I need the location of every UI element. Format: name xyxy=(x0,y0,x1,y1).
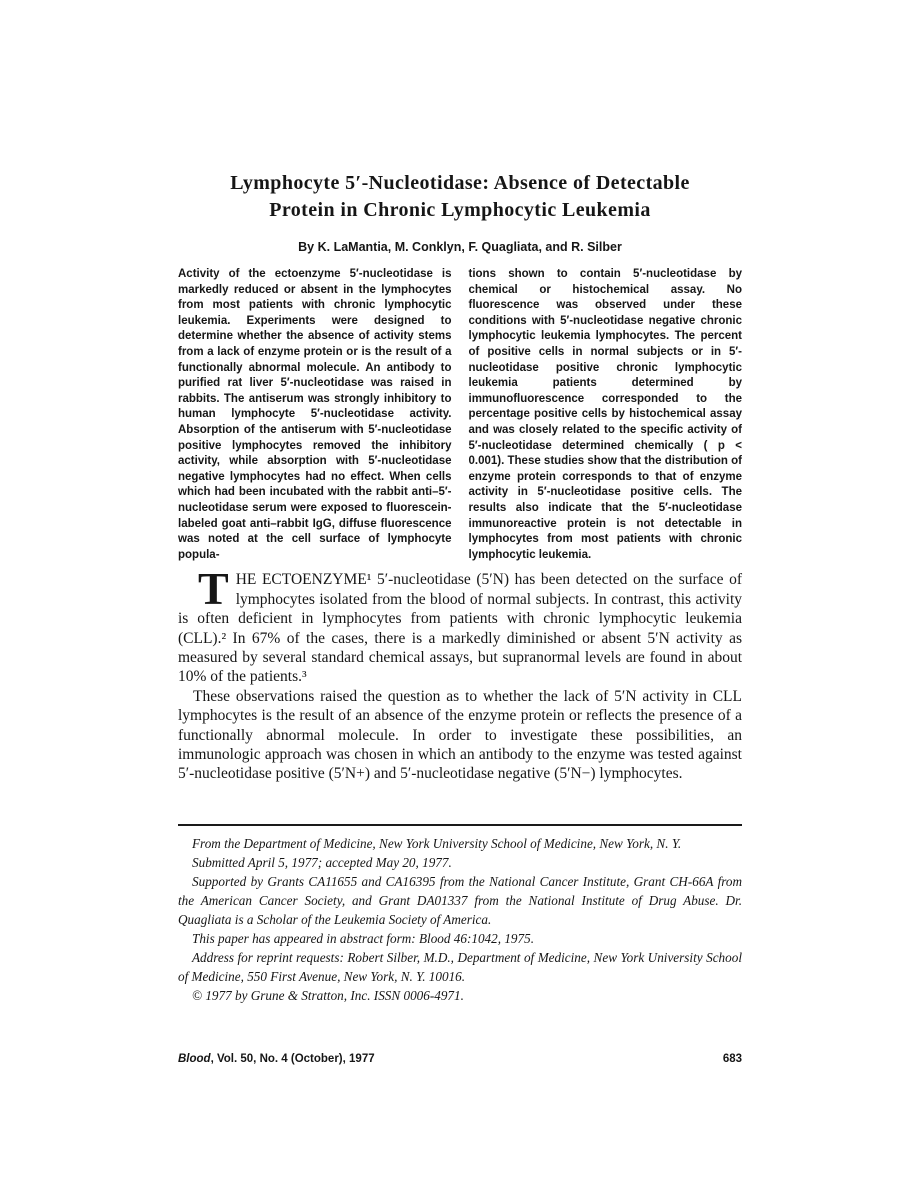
page-content xyxy=(178,0,742,1005)
article-title-line2: Protein in Chronic Lymphocytic Leukemia xyxy=(269,199,651,221)
drop-cap: T xyxy=(198,563,229,615)
body-paragraph-1 xyxy=(178,563,742,686)
abstract-section xyxy=(178,267,742,563)
body-paragraph-2: These observations raised the question as to whether the lack of 5′N activity in CLL lymphocytes is the result of an absence of the enzyme protein or reflects the presence of a functionally abnormal molecule. In order to investigate these possibilities, an immunologic approach was chosen in which an antibody to the enzyme was tested against 5′-nucleotidase positive (5′N+) and 5′-nucleotidase negative (5′N−) lymphocytes. xyxy=(178,687,742,783)
footnote-copyright: © 1977 by Grune & Stratton, Inc. ISSN 0006-4971. xyxy=(192,987,464,1003)
abstract-right-column: tions shown to contain 5′-nucleotidase by chemical or histochemical assay. No fluorescence was observed under these conditions with 5′-nucleotidase negative chronic lymphocytic leukemia lymphocytes. The percent of positive cells in normal subjects or in 5′-nucleotidase positive chronic lymphocytic leukemia patients determined by immunofluorescence corresponded to the percentage positive cells by histochemical assay and was closely related to the specific activity of 5′-nucleotidase determined chemically ( p < 0.001). These studies show that the distribution of enzyme protein corresponds to that of enzyme activity in 5′-nucleotidase positive cells. The results also indicate that the 5′-nucleotidase immunoreactive protein is not detectable in lymphocytes from most patients with chronic lymphocytic leukemia. xyxy=(468,268,742,561)
journal-name: Blood xyxy=(178,1053,211,1065)
footnote-grants: Supported by Grants CA11655 and CA16395 from the National Cancer Institute, Grant CH-66A from the American Cancer Society, and Grant DA01337 from the National Institute of Drug Abuse. Dr. Quagliata is a Scholar of the Leukemia Society of America. xyxy=(178,873,742,927)
footnote-divider-rule xyxy=(178,824,742,826)
footnote-affiliation: From the Department of Medicine, New York University School of Medicine, New York, N. Y. xyxy=(192,835,682,851)
author-byline: By K. LaMantia, M. Conklyn, F. Quagliata, and R. Silber xyxy=(298,240,622,254)
journal-volume-info: , Vol. 50, No. 4 (October), 1977 xyxy=(210,1053,375,1065)
body-paragraph-1-text: HE ECTOENZYME¹ 5′-nucleotidase (5′N) has been detected on the surface of lymphocytes isolated from the blood of normal subjects. In contrast, this activity is often deficient in lymphocytes from patients with chronic lymphocytic leukemia (CLL).² In 67% of the cases, there is a markedly diminished or absent 5′N activity as measured by several standard chemical assays, but supranormal levels are found in about 10% of the patients.³ xyxy=(178,571,742,686)
footnote-reprint-address: Address for reprint requests: Robert Silber, M.D., Department of Medicine, New York University School of Medicine, 550 First Avenue, New York, N. Y. 10016. xyxy=(178,949,742,984)
article-body xyxy=(178,563,742,783)
footnotes-section xyxy=(178,834,742,1005)
article-title xyxy=(178,170,742,224)
article-title-line1: Lymphocyte 5′-Nucleotidase: Absence of Detectable xyxy=(230,172,690,194)
page-footer xyxy=(178,1053,742,1065)
page-number: 683 xyxy=(722,1053,742,1065)
footnote-abstract-citation: This paper has appeared in abstract form: Blood 46:1042, 1975. xyxy=(192,930,535,946)
abstract-left-column: Activity of the ectoenzyme 5′-nucleotidase is markedly reduced or absent in the lymphocytes from most patients with chronic lymphocytic leukemia. Experiments were designed to determine whether the absence of activity stems from a lack of enzyme protein or is the result of a functionally abnormal molecule. An antibody to purified rat liver 5′-nucleotidase was raised in rabbits. The antiserum was strongly inhibitory to human lymphocyte 5′-nucleotidase activity. Absorption of the antiserum with 5′-nucleotidase positive lymphocytes removed the inhibitory activity, while absorption with 5′-nucleotidase negative lymphocytes had no effect. When cells which had been incubated with the rabbit anti–5′-nucleotidase serum were exposed to fluorescein-labeled goat anti–rabbit IgG, diffuse fluorescence was noted at the cell surface of lymphocyte popula- xyxy=(178,268,452,561)
journal-citation xyxy=(178,1053,375,1065)
footnote-submission-dates: Submitted April 5, 1977; accepted May 20, 1977. xyxy=(192,854,452,870)
